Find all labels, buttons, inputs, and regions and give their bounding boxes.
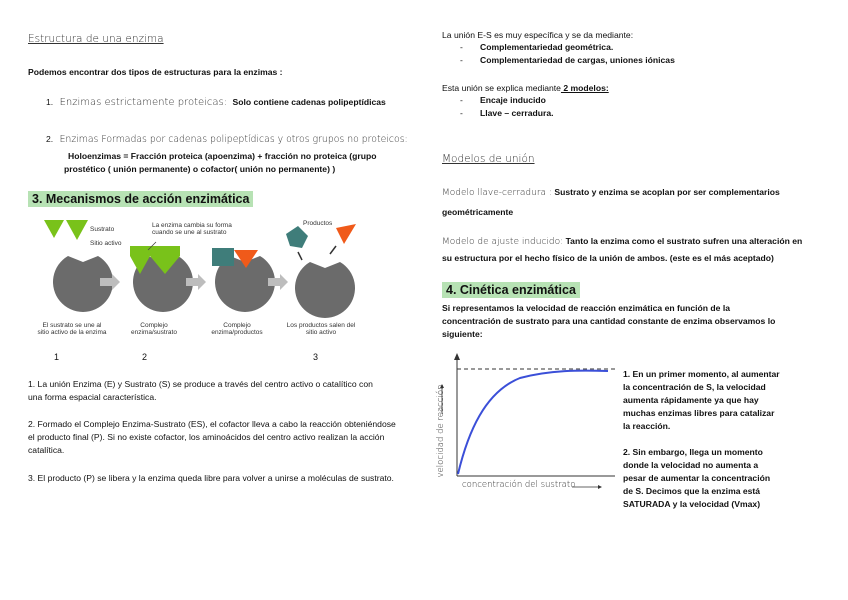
- mechanism-paragraph-1: 1. La unión Enzima (E) y Sustrato (S) se produce a través del centro activo o catalítico con una forma espacial característica.: [28, 379, 373, 402]
- step-number-2: 2: [142, 352, 148, 362]
- models-intro-text: Esta unión se explica mediante: [442, 83, 561, 93]
- product-arrow-right: [330, 246, 336, 254]
- model-bullet-1: [460, 94, 546, 107]
- section-4-label: 4. Cinética enzimática: [442, 282, 580, 298]
- label-sustrato: Sustrato: [90, 226, 115, 233]
- holoenzyme-line-2: prostético ( unión permanente) o cofactor( unión no permanente) ): [64, 164, 336, 174]
- union-bullet-1: [460, 41, 613, 54]
- model-induced-fit: [442, 235, 802, 249]
- substrate-piece-b: [66, 220, 88, 240]
- note-2-line-3: pesar de aumentar la concentración: [623, 473, 771, 483]
- kinetics-line-1: Si representamos la velocidad de reacción enzimática en función de la: [442, 303, 730, 313]
- union-bullet-1-text: Complementariedad geométrica.: [480, 42, 614, 52]
- product-teal-bound: [212, 248, 234, 266]
- item-1-number: 1.: [46, 97, 54, 107]
- dash-1: -: [460, 42, 463, 52]
- mechanism-paragraph-3: 3. El producto (P) se libera y la enzima queda libre para volver a unirse a moléculas de sustrato.: [28, 473, 394, 483]
- note-2-line-4: de S. Decimos que la enzima está: [623, 486, 761, 496]
- product-teal-free: [286, 226, 308, 248]
- model-bullet-1-text: Encaje inducido: [480, 95, 546, 105]
- section-3-label: 3. Mecanismos de acción enzimática: [28, 191, 253, 207]
- caption-3: Complejo enzima/productos: [211, 322, 263, 336]
- model-bullet-2-text: Llave – cerradura.: [480, 108, 554, 118]
- structure-item-1: [46, 96, 386, 109]
- dash-2: -: [460, 55, 463, 65]
- holoenzyme-line-1: Holoenzimas = Fracción proteica (apoenzima) + fracción no proteica (grupo: [68, 151, 377, 161]
- model-induced-fit-label: Modelo de ajuste inducido:: [442, 237, 564, 247]
- label-forma: La enzima cambia su forma cuando se une al sustrato: [152, 222, 232, 236]
- union-bullet-2: [460, 54, 675, 67]
- model-induced-fit-text: Tanto la enzima como el sustrato sufren una alteración en: [565, 236, 803, 246]
- model-lock-key-text-2: geométricamente: [442, 207, 514, 217]
- item-1-text: Solo contiene cadenas polipeptídicas: [232, 97, 386, 107]
- substrate-bound-top: [130, 246, 180, 256]
- model-bullet-2: [460, 107, 554, 120]
- chart-y-label: velocidad de reacción: [436, 384, 446, 478]
- y-axis-arrowhead: [454, 353, 460, 360]
- model-lock-key: [442, 186, 780, 200]
- structure-title: Estructura de una enzima: [28, 33, 164, 45]
- product-arrow-left: [298, 252, 302, 260]
- item-2-handwritten: Enzimas Formadas por cadenas polipeptídicas y otros grupos no proteicos:: [59, 134, 408, 145]
- section-4-heading: [442, 281, 580, 299]
- caption-1: El sustrato se une al sitio activo de la enzima: [37, 322, 107, 336]
- note-1-line-3: aumenta rápidamente ya que hay: [623, 395, 759, 405]
- product-orange-free: [336, 224, 356, 244]
- item-1-handwritten: Enzimas estrictamente proteicas:: [59, 97, 228, 108]
- dash-3: -: [460, 95, 463, 105]
- note-1-line-5: la reacción.: [623, 421, 671, 431]
- union-intro: La unión E-S es muy específica y se da mediante:: [442, 30, 634, 40]
- modelos-union-title: Modelos de unión: [442, 153, 535, 165]
- model-lock-key-text: Sustrato y enzima se acoplan por ser complementarios: [554, 187, 780, 197]
- note-1-line-2: la concentración de S, la velocidad: [623, 382, 766, 392]
- item-2-number: 2.: [46, 134, 54, 144]
- caption-2: Complejo enzima/sustrato: [131, 322, 177, 336]
- section-3-heading: [28, 190, 253, 208]
- mechanism-paragraph-2: 2. Formado el Complejo Enzima-Sustrato (ES), el cofactor lleva a cabo la reacción obteniéndose el producto final (P). Si no existe cofactor, los aminoácidos del centro activo realizan la acción catalítica.: [28, 419, 396, 455]
- model-induced-fit-text-2: su estructura por el hecho físico de la unión de ambos. (este es el más aceptado): [442, 253, 774, 263]
- enzyme-shape-4: [295, 262, 355, 318]
- caption-4: Los productos salen del sitio activo: [286, 322, 356, 336]
- label-productos: Productos: [303, 220, 333, 227]
- kinetics-line-2: concentración de sustrato para una cantidad constante de enzima observamos lo: [442, 316, 776, 326]
- note-1-line-1: 1. En un primer momento, al aumentar: [623, 369, 780, 379]
- note-1-line-4: muchas enzimas libres para catalizar: [623, 408, 775, 418]
- kinetics-line-3: siguiente:: [442, 329, 483, 339]
- label-sitio-activo: Sitio activo: [90, 240, 122, 247]
- step-number-3: 3: [313, 352, 319, 362]
- substrate-piece-a: [44, 220, 64, 238]
- structure-item-2: [46, 133, 408, 146]
- note-2-line-2: donde la velocidad no aumenta a: [623, 460, 759, 470]
- dash-4: -: [460, 108, 463, 118]
- note-2-line-5: SATURADA y la velocidad (Vmax): [623, 499, 761, 509]
- union-bullet-2-text: Complementariedad de cargas, uniones iónicas: [480, 55, 675, 65]
- models-intro-count: 2 modelos:: [560, 83, 609, 93]
- x-label-arrowhead: [598, 485, 602, 489]
- saturation-curve: [458, 371, 608, 474]
- structure-intro: Podemos encontrar dos tipos de estructuras para la enzimas :: [28, 67, 283, 77]
- chart-x-label: concentración del sustrato: [462, 480, 576, 490]
- model-lock-key-label: Modelo llave-cerradura :: [442, 188, 552, 198]
- step-number-1: 1: [54, 352, 60, 362]
- note-2-line-1: 2. Sin embargo, llega un momento: [623, 447, 763, 457]
